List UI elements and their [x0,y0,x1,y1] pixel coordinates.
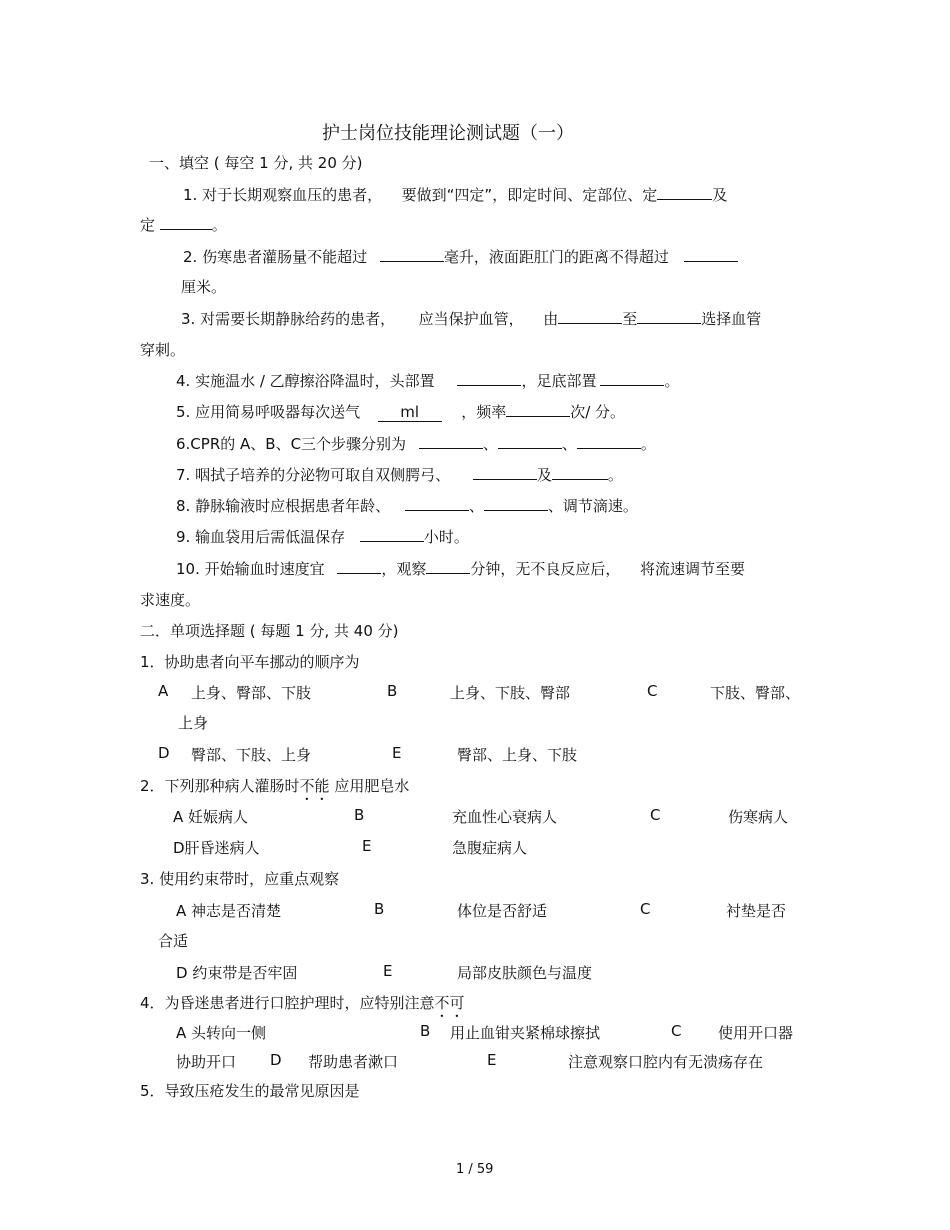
mc-q3-option-c-letter[interactable]: C [640,900,651,918]
q6-text-a: 6.CPR的 A、B、C三个步骤分别为 [176,435,407,453]
mc-q1-option-d-text: 臀部、下肢、上身 [191,746,312,764]
q3-line1 [181,308,761,329]
mc-q1-option-b-text: 上身、下肢、臀部 [450,684,571,702]
q3-text-a: 3. 对需要长期静脉给药的患者， [181,310,396,328]
q2-text-b: 毫升，液面距肛门的距离不得超过 [443,248,669,266]
blank[interactable] [657,184,712,200]
mc-q3-option-b-letter[interactable]: B [374,900,385,918]
blank[interactable] [484,495,548,511]
mc-q4-option-b-letter[interactable]: B [420,1022,431,1040]
blank[interactable] [498,433,562,449]
mc-q3-option-a[interactable]: A 神志是否清楚 [176,902,282,920]
q1-text-d: 定 [140,216,156,234]
q1-text-c: 及 [712,186,728,204]
mc-q4-option-d-letter[interactable]: D [270,1051,282,1069]
q4-text-b: ，足底部置 [521,372,597,390]
section2-heading: 二．单项选择题 ( 每题 1 分, 共 40 分) [140,622,399,640]
mc-q2-option-d[interactable]: D肝昏迷病人 [173,839,260,857]
q4-line [176,370,679,391]
q8-line [176,495,638,516]
mc-q4-option-c-cont: 协助开口 [176,1053,237,1071]
q3-text-b: 应当保护血管， [418,310,524,328]
blank[interactable] [426,558,470,574]
q10-line2: 求速度。 [140,591,201,609]
blank[interactable] [600,370,664,386]
mc-q2-option-e-letter[interactable]: E [362,837,372,855]
mc-q5-stem: 5．导致压疮发生的最常见原因是 [140,1082,360,1100]
q5-text-b: ，频率 [461,403,507,421]
mc-q1-option-a-letter[interactable]: A [158,682,169,700]
blank[interactable] [405,495,469,511]
q7-line [176,464,623,485]
q8-sep: 、 [468,497,484,515]
mc-q4-stem-emphasis: 不可 [434,994,465,1012]
blank[interactable] [360,526,424,542]
mc-q1-option-e-letter[interactable]: E [392,744,402,762]
q10-text-a: 10. 开始输血时速度宜 [176,560,325,578]
mc-q2-stem [140,775,409,804]
blank[interactable] [637,308,701,324]
mc-q2-stem-b: 应用肥皂水 [334,777,410,795]
mc-q2-stem-a: 2．下列那种病人灌肠时 [140,777,300,795]
mc-q2-option-b-text: 充血性心衰病人 [452,808,558,826]
mc-q2-option-e-text: 急腹症病人 [452,839,528,857]
mc-q4-option-e-text: 注意观察口腔内有无溃疡存在 [568,1053,764,1071]
blank[interactable] [577,433,641,449]
q6-end: 。 [640,435,656,453]
q2-line2: 厘米。 [181,278,227,296]
mc-q4-option-b-text: 用止血钳夹紧棉球擦拭 [450,1024,601,1042]
q1-text-b: 要做到“四定”，即定时间、定部位、定 [401,186,658,204]
mc-q2-stem-emphasis: 不能 [299,777,330,795]
q7-text-c: 。 [607,466,623,484]
q7-text-a: 7. 咽拭子培养的分泌物可取自双侧腭弓、 [176,466,451,484]
q4-text-a: 4. 实施温水 / 乙醇擦浴降温时，头部置 [176,372,435,390]
q3-line2: 穿刺。 [140,341,186,359]
q5-text-a: 5. 应用简易呼吸器每次送气 [176,403,361,421]
mc-q1-option-c-cont: 上身 [178,714,209,732]
blank[interactable] [473,464,537,480]
mc-q3-option-c-cont: 合适 [158,932,189,950]
q5-line [176,401,625,422]
q10-line1 [176,558,745,579]
q5-text-c: 次/ 分。 [570,403,626,421]
q8-text-c: 、调节滴速。 [547,497,638,515]
q10-text-b: ，观察 [381,560,427,578]
blank[interactable] [419,433,483,449]
q3-text-e: 选择血管 [701,310,762,328]
blank[interactable] [552,464,608,480]
blank[interactable] [160,214,212,230]
q6-sep2: 、 [561,435,577,453]
mc-q3-option-e-text: 局部皮肤颜色与温度 [457,964,593,982]
mc-q3-option-b-text: 体位是否舒适 [457,902,548,920]
mc-q4-option-d-text: 帮助患者漱口 [308,1053,399,1071]
q1-line2 [140,214,227,235]
q3-text-c: 由 [543,310,559,328]
q8-text-a: 8. 静脉输液时应根据患者年龄、 [176,497,391,515]
mc-q1-option-c-letter[interactable]: C [647,682,658,700]
blank[interactable] [457,370,521,386]
blank[interactable] [380,246,444,262]
mc-q1-option-c-text: 下肢、臀部、 [710,684,801,702]
page-title: 护士岗位技能理论测试题（一） [322,123,574,144]
mc-q1-option-e-text: 臀部、上身、下肢 [457,746,578,764]
mc-q2-option-c-text: 伤寒病人 [728,808,789,826]
q10-text-d: 将流速调节至要 [640,560,746,578]
blank[interactable] [337,558,381,574]
q4-text-c: 。 [664,372,680,390]
mc-q2-option-b-letter[interactable]: B [354,806,365,824]
mc-q4-option-e-letter[interactable]: E [487,1051,497,1069]
blank[interactable] [558,308,622,324]
q1-text-e: 。 [211,216,227,234]
mc-q4-option-c-text: 使用开口器 [718,1024,794,1042]
blank[interactable] [684,246,738,262]
q2-line1 [183,246,738,267]
mc-q1-option-d-letter[interactable]: D [158,744,170,762]
q6-line [176,433,656,454]
q9-text-b: 小时。 [423,528,469,546]
mc-q4-stem [140,992,465,1021]
mc-q3-option-c-text: 衬垫是否 [726,902,787,920]
mc-q1-option-b-letter[interactable]: B [387,682,398,700]
q10-text-c: 分钟，无不良反应后， [470,560,621,578]
q9-text-a: 9. 输血袋用后需低温保存 [176,528,346,546]
q1-text-a: 1. 对于长期观察血压的患者， [183,186,383,204]
mc-q3-stem: 3. 使用约束带时，应重点观察 [140,870,340,888]
q1-line1 [183,184,727,205]
mc-q4-option-a[interactable]: A 头转向一侧 [176,1024,267,1042]
mc-q3-option-e-letter[interactable]: E [383,962,393,980]
q9-line [176,526,469,547]
blank[interactable] [506,401,570,417]
q2-text-a: 2. 伤寒患者灌肠量不能超过 [183,248,368,266]
mc-q2-option-a[interactable]: A 妊娠病人 [173,808,249,826]
q7-text-b: 及 [536,466,552,484]
page-number: 1 / 59 [456,1162,494,1177]
q5-ml-blank[interactable]: ml [378,403,442,422]
mc-q1-option-a-text: 上身、臀部、下肢 [191,684,312,702]
mc-q3-option-d[interactable]: D 约束带是否牢固 [176,964,298,982]
q6-sep1: 、 [482,435,498,453]
q3-text-d: 至 [622,310,638,328]
mc-q1-stem: 1．协助患者向平车挪动的顺序为 [140,653,360,671]
mc-q4-stem-a: 4．为昏迷患者进行口腔护理时，应特别注意 [140,994,435,1012]
section1-heading: 一、填空 ( 每空 1 分, 共 20 分) [149,154,363,172]
mc-q2-option-c-letter[interactable]: C [650,806,661,824]
mc-q4-option-c-letter[interactable]: C [671,1022,682,1040]
